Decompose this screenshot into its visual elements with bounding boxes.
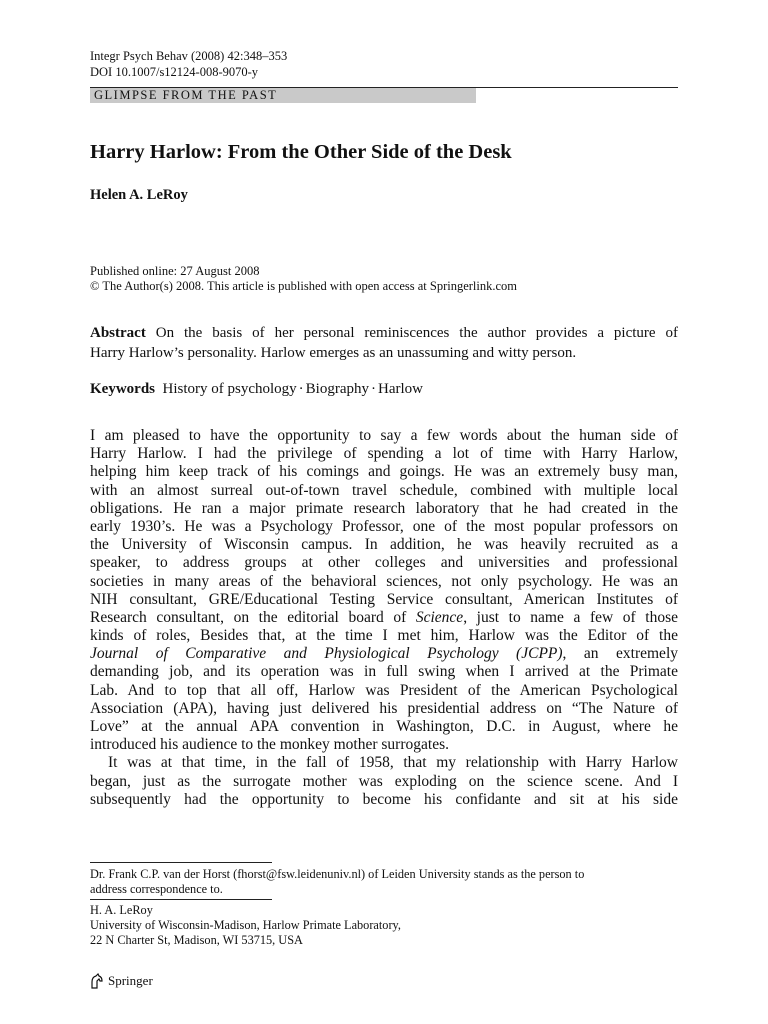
keywords-label: Keywords bbox=[90, 381, 155, 397]
body-line: early 1930’s. He was a Psychology Professor, one of the most popular professors on bbox=[90, 517, 678, 535]
section-label: GLIMPSE FROM THE PAST bbox=[94, 88, 278, 102]
science-italic: Science bbox=[415, 608, 464, 626]
body-line: helping him keep track of his comings and goings. He was an extremely busy man, bbox=[90, 463, 678, 481]
affiliation-line: 22 N Charter St, Madison, WI 53715, USA bbox=[90, 933, 303, 947]
keyword-item: History of psychology bbox=[162, 381, 297, 397]
body-line: I am pleased to have the opportunity to say a few words about the human side of bbox=[90, 427, 678, 444]
keyword-item: Biography bbox=[305, 381, 369, 397]
journal-citation: Integr Psych Behav (2008) 42:348–353 bbox=[90, 49, 288, 63]
body-line: Lab. And to top that all off, Harlow was President of the American Psychological bbox=[90, 681, 678, 699]
abstract-label: Abstract bbox=[90, 325, 146, 341]
correspondence-line: Dr. Frank C.P. van der Horst (fhorst@fsw.leidenuniv.nl) of Leiden University stands as the person to bbox=[90, 867, 585, 881]
body-line: Love” at the annual APA convention in Washington, D.C. in August, where he bbox=[90, 718, 678, 735]
body-line: with an almost surreal out-of-town travel schedule, combined with multiple local bbox=[90, 481, 678, 499]
keywords bbox=[90, 379, 678, 399]
affiliation-name: H. A. LeRoy bbox=[90, 903, 153, 917]
affiliation-note bbox=[90, 903, 678, 948]
article-title: Harry Harlow: From the Other Side of the Desk bbox=[90, 141, 512, 163]
publisher-name: Springer bbox=[108, 973, 153, 988]
keyword-separator: · bbox=[371, 381, 376, 397]
body-line-end: , an extremely bbox=[562, 645, 678, 663]
body-line: began, just as the surrogate mother was exploding on the science scene. And I bbox=[90, 772, 678, 790]
body-line: societies in many areas of the behavioral sciences, not only psychology. He was an bbox=[90, 572, 678, 590]
doi[interactable]: DOI 10.1007/s12124-008-9070-y bbox=[90, 65, 259, 79]
body-line: the University of Wisconsin campus. In addition, he was heavily recruited as a bbox=[90, 536, 678, 554]
abstract-text-2: Harry Harlow’s personality. Harlow emerges as an unassuming and witty person. bbox=[90, 345, 577, 361]
footnote-rule bbox=[90, 862, 272, 863]
correspondence-note bbox=[90, 867, 678, 897]
body-text bbox=[90, 427, 678, 809]
keyword-separator: · bbox=[298, 381, 304, 397]
body-line: obligations. He ran a major primate research laboratory that he had created in the bbox=[90, 499, 678, 517]
body-line-end: , just to name a few of those bbox=[463, 608, 678, 626]
body-line bbox=[90, 645, 678, 663]
body-line bbox=[90, 609, 678, 627]
article-author: Helen A. LeRoy bbox=[90, 187, 188, 203]
body-line: speaker, to address groups at other colleges and universities and professional bbox=[90, 554, 678, 572]
body-line: subsequently had the opportunity to become his confidante and sit at his side bbox=[90, 790, 678, 808]
body-line: NIH consultant, GRE/Educational Testing Service consultant, American Institutes of bbox=[90, 590, 678, 608]
abstract-text-1: On the basis of her personal reminiscences the author provides a picture of bbox=[145, 325, 678, 341]
body-line: demanding job, and its operation was in full swing when I arrived at the Primate bbox=[90, 663, 678, 681]
body-line: introduced his audience to the monkey mother surrogates. bbox=[90, 736, 449, 754]
body-line: kinds of roles, Besides that, at the time I met him, Harlow was the Editor of the bbox=[90, 627, 678, 645]
body-line: Harry Harlow. I had the privilege of spending a lot of time with Harry Harlow, bbox=[90, 445, 678, 463]
body-line-start: Research consultant, on the editorial board of bbox=[90, 608, 416, 626]
springer-horse-icon bbox=[90, 973, 104, 989]
correspondence-line: address correspondence to. bbox=[90, 882, 223, 896]
abstract bbox=[90, 323, 678, 363]
affiliation-line: University of Wisconsin-Madison, Harlow Primate Laboratory, bbox=[90, 918, 401, 932]
body-line: It was at that time, in the fall of 1958, that my relationship with Harry Harlow bbox=[108, 754, 678, 772]
keyword-item: Harlow bbox=[378, 381, 423, 397]
footnote-rule bbox=[90, 899, 272, 900]
journal-italic: Journal of Comparative and Physiological Psychology (JCPP) bbox=[90, 645, 563, 663]
body-line: Association (APA), having just delivered his presidential address on “The Nature of bbox=[90, 699, 678, 717]
copyright-line: © The Author(s) 2008. This article is published with open access at Springerlink.com bbox=[90, 279, 518, 293]
published-online: Published online: 27 August 2008 bbox=[90, 264, 260, 278]
page-footer bbox=[90, 973, 153, 989]
